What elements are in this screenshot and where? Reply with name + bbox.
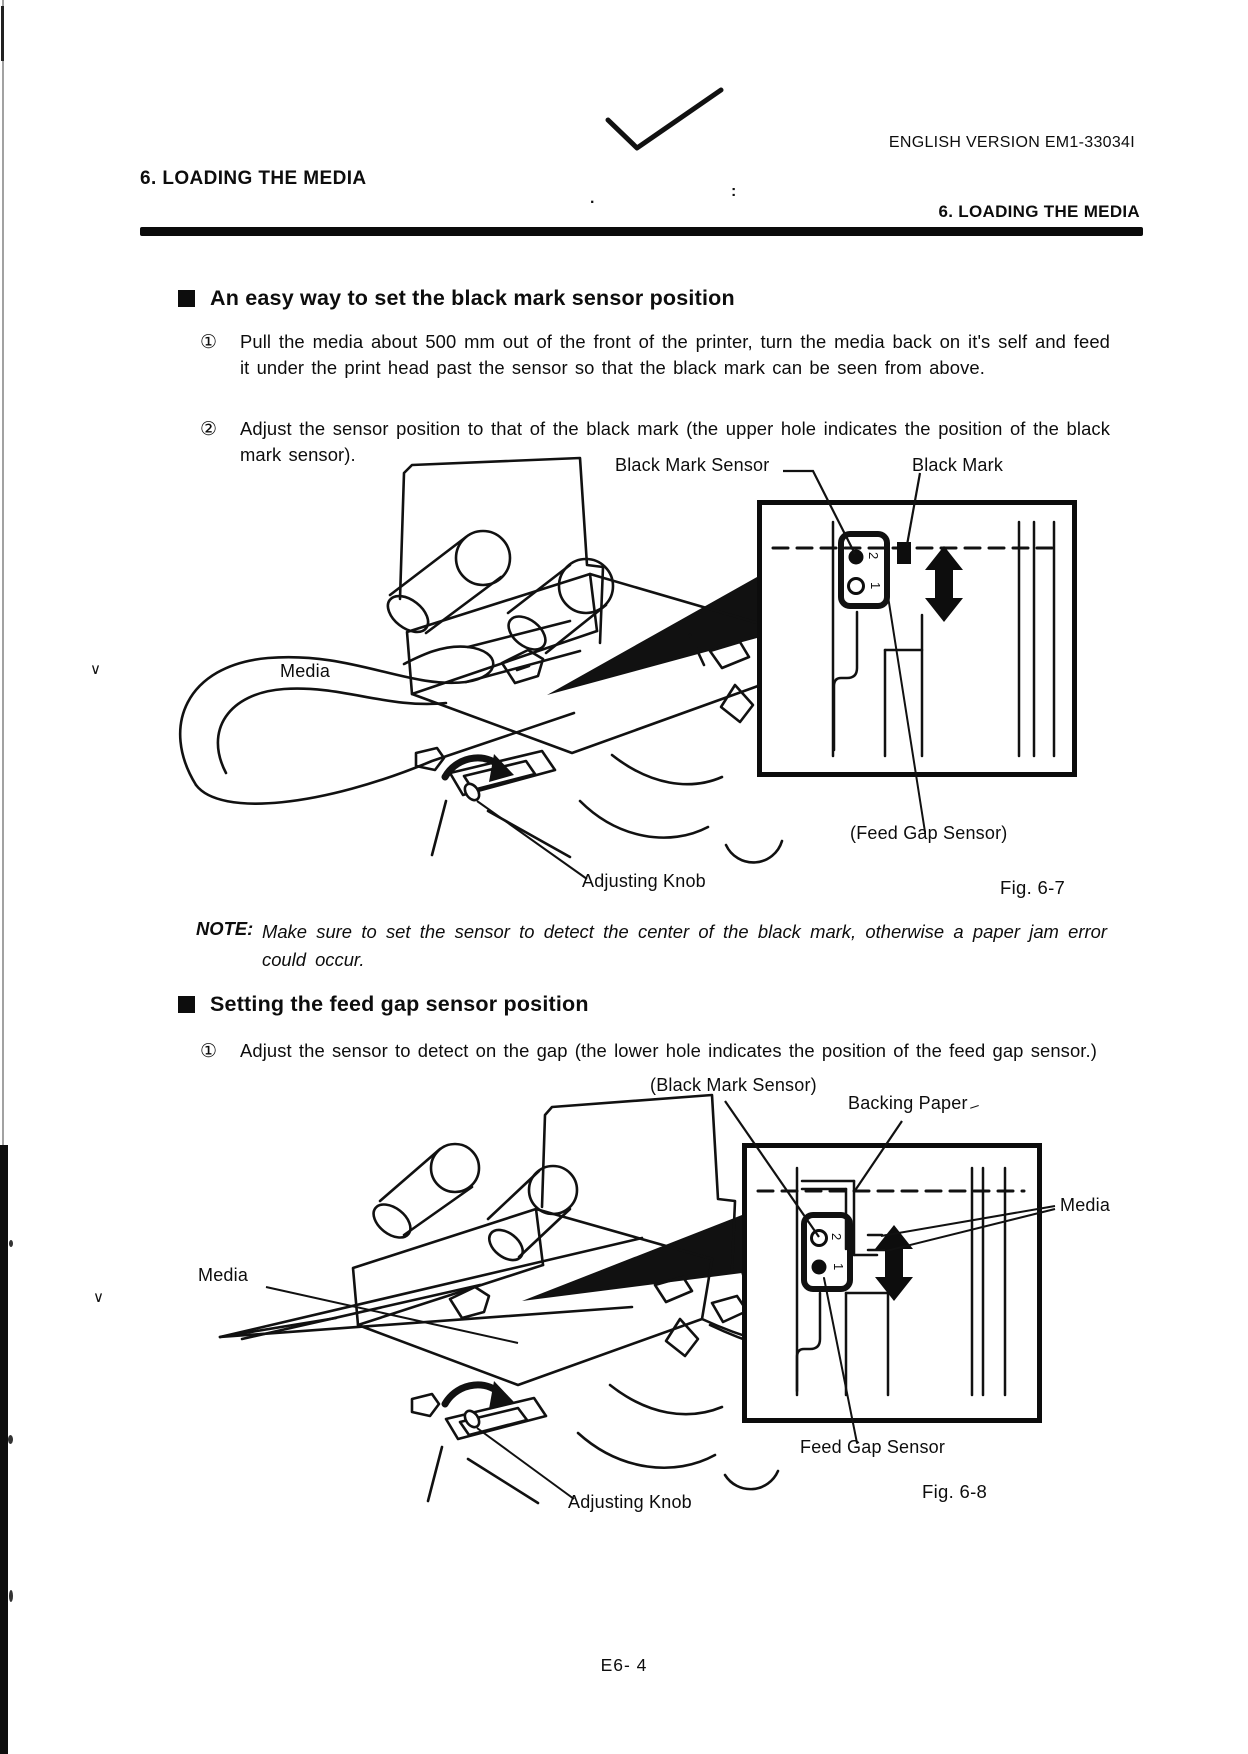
hole-number-lower: 1: [868, 582, 883, 590]
list-item-text: Adjust the sensor position to that of the black mark (the upper hole indicates the position of the black mark sensor).: [240, 418, 1110, 465]
label-media: Media: [280, 661, 331, 681]
list-item-text: Adjust the sensor to detect on the gap (the lower hole indicates the position of the feed gap sensor.): [240, 1040, 1097, 1061]
hole-number-upper: 2: [866, 552, 881, 560]
figure-6-7-artwork: [150, 455, 1130, 921]
list-item-marker: ②: [200, 419, 218, 440]
sensor-detail-inset: [745, 1146, 1040, 1444]
printer-line-art: [180, 458, 809, 862]
figure-caption: Fig. 6-7: [1000, 877, 1066, 898]
figure-6-8-artwork: [150, 1075, 1150, 1545]
sensor-detail-inset: [760, 503, 1075, 833]
black-mark-sensor-hole: [849, 550, 864, 565]
section-title: Setting the feed gap sensor position: [210, 992, 589, 1016]
section-heading-black-mark-sensor: [178, 286, 735, 311]
label-adjusting-knob: Adjusting Knob: [582, 871, 706, 891]
adjusting-knob-arrow: [445, 1381, 514, 1409]
stray-dot-mark: .: [590, 190, 595, 207]
document-version: ENGLISH VERSION EM1-33034I: [888, 134, 1135, 151]
label-black-mark: Black Mark: [912, 455, 1004, 475]
square-bullet-icon: [178, 996, 195, 1013]
list-item-marker: ①: [200, 332, 218, 353]
handwritten-dash-mark: –: [967, 1097, 982, 1116]
figure-6-8: [150, 1075, 1150, 1545]
figure-6-7: [150, 455, 1130, 921]
label-media-left: Media: [198, 1265, 249, 1285]
label-media-right: Media: [1060, 1195, 1111, 1215]
figure-caption: Fig. 6-8: [922, 1481, 988, 1502]
square-bullet-icon: [178, 290, 195, 307]
adjusting-knob-arrow: [445, 754, 514, 782]
scan-speck: [8, 1435, 13, 1444]
feed-gap-sensor-hole: [812, 1260, 827, 1275]
scan-speck: [9, 1590, 13, 1602]
hole-number-lower: 1: [831, 1263, 846, 1271]
list-item-marker: ①: [200, 1041, 218, 1062]
label-backing-paper: Backing Paper: [848, 1093, 968, 1113]
margin-check-mark-1: ∨: [90, 661, 101, 678]
handwritten-checkmark-icon: [593, 78, 733, 153]
hole-number-upper: 2: [829, 1233, 844, 1241]
label-adjusting-knob: Adjusting Knob: [568, 1492, 692, 1512]
adjusting-knob-leader: [477, 801, 587, 879]
stray-colon-mark: :: [731, 183, 737, 200]
section-heading-feed-gap-sensor: [178, 992, 589, 1017]
label-feed-gap-sensor: Feed Gap Sensor: [800, 1437, 946, 1457]
chapter-title-left: 6. LOADING THE MEDIA: [140, 168, 367, 189]
scan-edge-top-mark: [1, 6, 4, 61]
note-label: NOTE:: [196, 918, 254, 939]
feed-gap-sensor-hole: [849, 579, 864, 594]
header-rule: [140, 227, 1143, 236]
chapter-title-right: 6. LOADING THE MEDIA: [938, 202, 1140, 221]
label-black-mark-sensor: Black Mark Sensor: [615, 455, 770, 475]
black-mark-sensor-hole: [812, 1231, 827, 1246]
label-feed-gap-sensor: (Feed Gap Sensor): [850, 823, 1008, 843]
scan-speck: [9, 1240, 13, 1247]
page-number: E6- 4: [600, 1655, 648, 1675]
note-text: Make sure to set the sensor to detect the center of the black mark, otherwise a paper jam error could occur.: [262, 921, 1107, 970]
list-item-text: Pull the media about 500 mm out of the front of the printer, turn the media back on it's self and feed it under the print head past the sensor so that the black mark can be seen from above.: [240, 331, 1110, 378]
label-black-mark-sensor: (Black Mark Sensor): [650, 1075, 817, 1095]
adjusting-knob-leader: [477, 1428, 574, 1499]
section-title: An easy way to set the black mark sensor position: [210, 286, 735, 310]
margin-check-mark-2: ∨: [93, 1289, 104, 1306]
black-mark-tick: [897, 542, 911, 564]
